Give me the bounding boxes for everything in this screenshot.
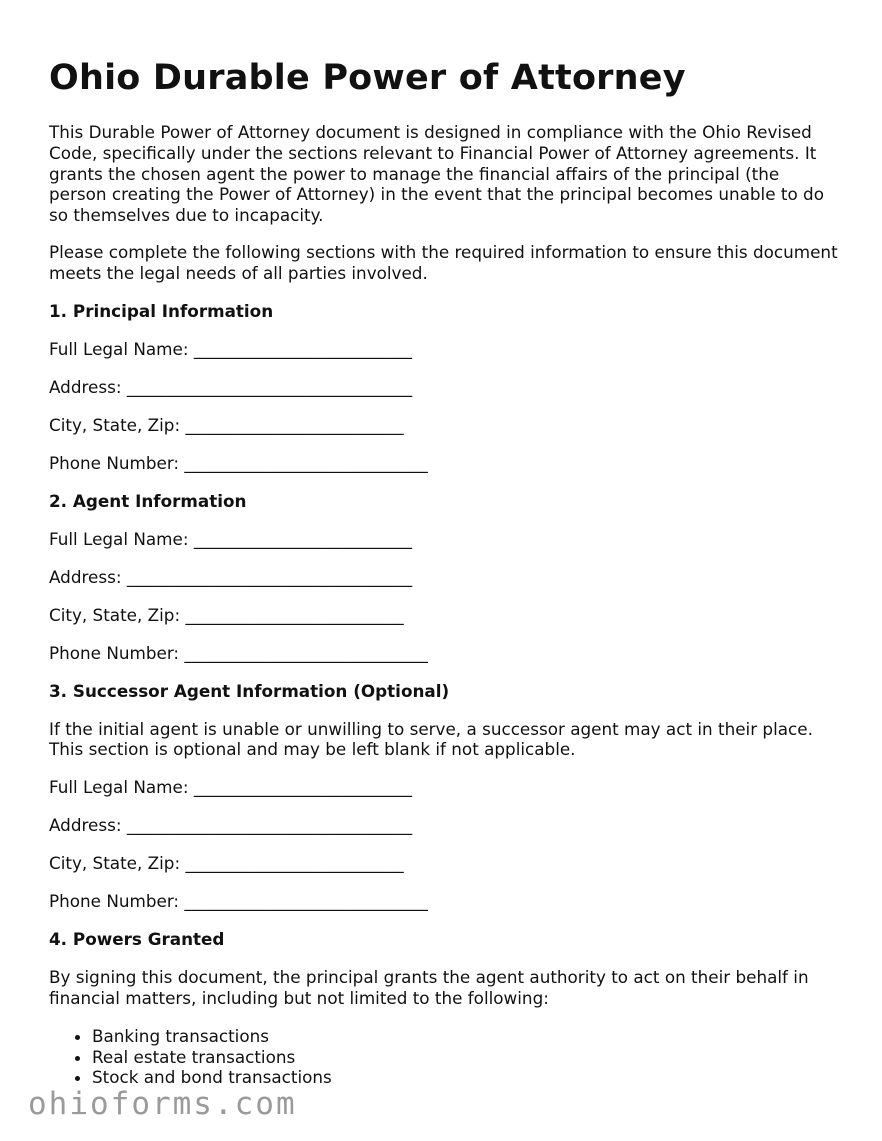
successor-name-field: Full Legal Name: __________________________ <box>49 777 412 798</box>
section-heading: 1. Principal Information <box>49 300 274 321</box>
document-title: Ohio Durable Power of Attorney <box>49 58 686 98</box>
instructions-paragraph: Please complete the following sections with the required information to ensure this document meets the legal needs of all parties involved. <box>49 241 838 283</box>
list-item: • Real estate transactions <box>92 1047 839 1068</box>
principal-name-field: Full Legal Name: __________________________ <box>49 338 412 359</box>
successor-phone-field: Phone Number: _____________________________ <box>49 891 428 912</box>
powers-list <box>49 1026 839 1088</box>
powers-description: By signing this document, the principal grants the agent authority to act on their behalf in financial matters, including but not limited to the following: <box>49 967 809 1008</box>
principal-phone-field: Phone Number: _____________________________ <box>49 452 428 473</box>
powers-section <box>49 929 839 1088</box>
principal-address-field: Address: __________________________________ <box>49 376 413 397</box>
agent-address-field: Address: __________________________________ <box>49 566 413 587</box>
list-item: • Stock and bond transactions <box>92 1067 839 1088</box>
section-heading: 3. Successor Agent Information (Optional) <box>49 680 450 701</box>
principal-city-state-zip-field: City, State, Zip: __________________________ <box>49 414 404 435</box>
list-item: • Banking transactions <box>92 1026 839 1047</box>
watermark: ohioforms.com <box>28 1086 297 1122</box>
successor-description: If the initial agent is unable or unwilling to serve, a successor agent may act in their place. This section is optional and may be left blank if not applicable. <box>49 718 813 760</box>
principal-section <box>49 301 839 474</box>
agent-section <box>49 491 839 664</box>
agent-phone-field: Phone Number: _____________________________ <box>49 642 428 663</box>
intro-paragraph: This Durable Power of Attorney document is designed in compliance with the Ohio Revised Code, specifically under the sections relevant to Financial Power of Attorney agreements. It grants the chosen agent the power to manage the financial affairs of the principal (the person creating the Power of Attorney) in the event that the principal becomes unable to do so themselves due to incapacity. <box>49 122 824 226</box>
agent-name-field: Full Legal Name: __________________________ <box>49 528 412 549</box>
successor-city-state-zip-field: City, State, Zip: __________________________ <box>49 853 404 874</box>
agent-city-state-zip-field: City, State, Zip: __________________________ <box>49 604 404 625</box>
section-heading: 4. Powers Granted <box>49 929 225 950</box>
successor-address-field: Address: __________________________________ <box>49 815 413 836</box>
section-heading: 2. Agent Information <box>49 490 247 511</box>
document-page <box>49 56 839 1088</box>
successor-agent-section <box>49 681 839 913</box>
